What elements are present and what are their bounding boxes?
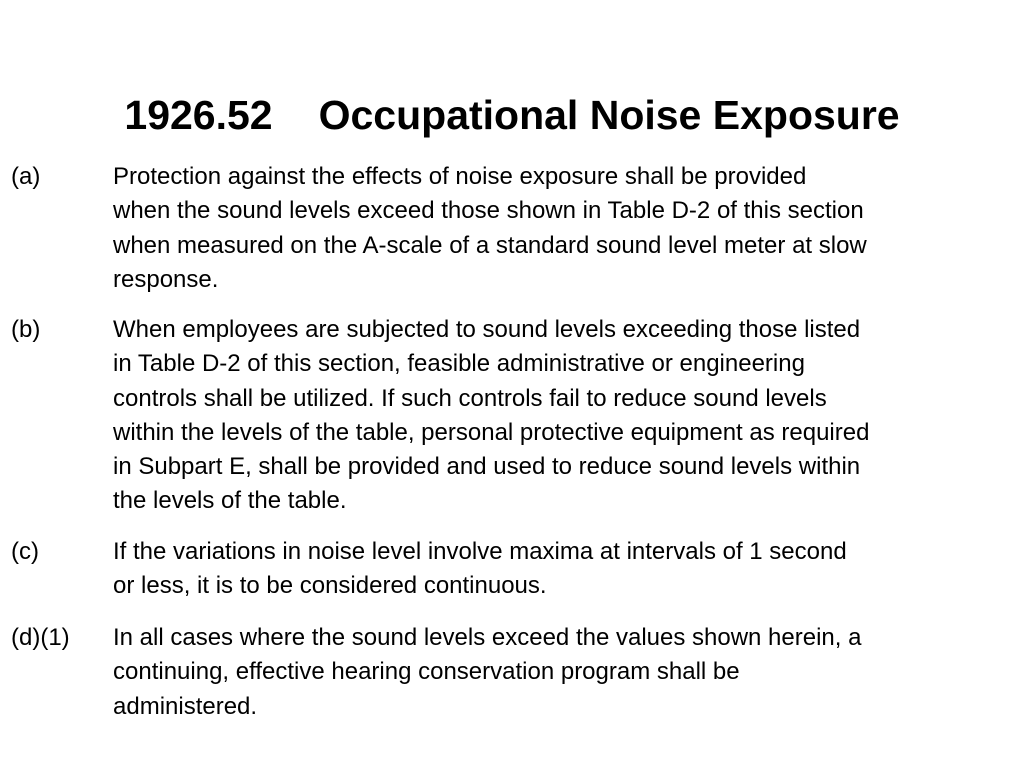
text-line: in Subpart E, shall be provided and used to reduce sound levels within <box>113 453 861 481</box>
text-line: When employees are subjected to sound levels exceeding those listed <box>113 316 861 343</box>
text-line: administered. <box>113 692 258 720</box>
paragraph-text <box>113 160 1013 297</box>
text-line: response. <box>113 265 219 293</box>
paragraph-text <box>113 621 1013 724</box>
paragraph-text <box>113 535 1013 604</box>
text-line: Protection against the effects of noise exposure shall be provided <box>113 163 807 190</box>
page-title <box>0 90 1024 140</box>
section-title: Occupational Noise Exposure <box>318 92 900 138</box>
text-line: In all cases where the sound levels exceed the values shown herein, a <box>113 624 862 651</box>
text-line: within the levels of the table, personal protective equipment as required <box>113 418 870 446</box>
text-line: when the sound levels exceed those shown in Table D-2 of this section <box>113 197 864 225</box>
text-line: when measured on the A-scale of a standard sound level meter at slow <box>113 231 867 259</box>
paragraph-label: (d)(1) <box>11 624 70 651</box>
paragraph-label: (a) <box>11 163 41 190</box>
text-line: controls shall be utilized. If such controls fail to reduce sound levels <box>113 384 827 412</box>
paragraph-label: (c) <box>11 538 39 565</box>
section-number: 1926.52 <box>124 92 273 138</box>
text-line: If the variations in noise level involve maxima at intervals of 1 second <box>113 538 847 565</box>
text-line: continuing, effective hearing conservation program shall be <box>113 658 740 686</box>
text-line: the levels of the table. <box>113 487 347 515</box>
text-line: or less, it is to be considered continuous. <box>113 572 547 600</box>
paragraph-text <box>113 313 1013 519</box>
text-line: in Table D-2 of this section, feasible administrative or engineering <box>113 350 805 378</box>
paragraph-label: (b) <box>11 316 41 343</box>
